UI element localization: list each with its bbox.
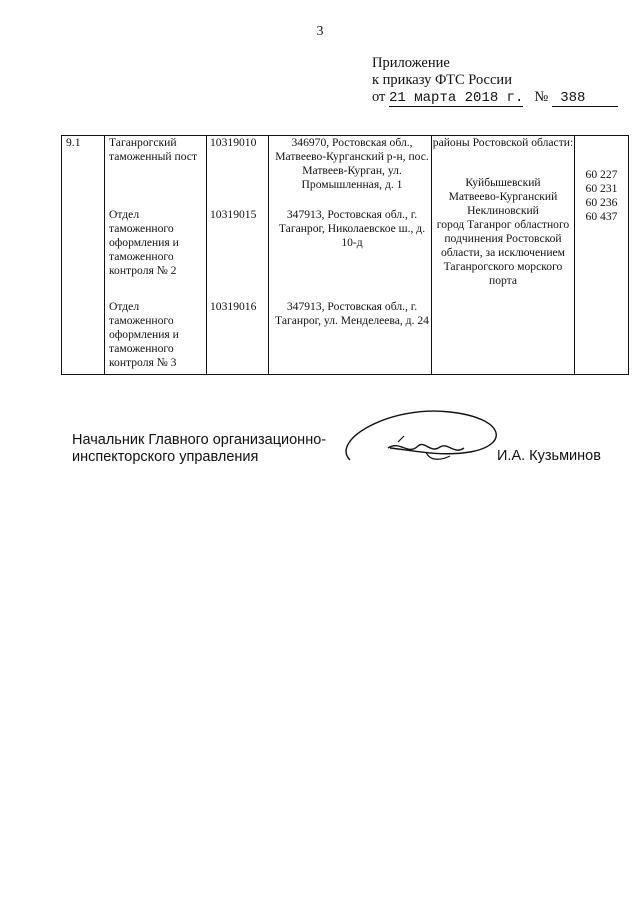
signatory-title-line: Начальник Главного организационно- xyxy=(72,432,327,448)
appendix-header xyxy=(372,55,618,107)
number-prefix: № xyxy=(534,89,549,105)
area-item: Куйбышевский xyxy=(465,176,541,189)
signatory-title-line: инспекторского управления xyxy=(72,449,259,465)
table-row xyxy=(62,136,629,375)
order-date: 21 марта 2018 г. xyxy=(389,90,524,106)
zip-cell xyxy=(575,136,629,375)
area-item: Матвеево-Курганский xyxy=(448,190,558,203)
unit-address-cell xyxy=(269,136,432,375)
unit-address: 347913, Ростовская обл., г. Таганрог, Николаевское ш., д. 10-д xyxy=(278,208,426,249)
appendix-title: Приложение xyxy=(372,55,450,71)
unit-code-cell xyxy=(207,136,269,375)
signatory-name: И.А. Кузьминов xyxy=(497,448,601,464)
area-heading: районы Ростовской области: xyxy=(432,136,574,149)
unit-name: Таганрогский таможенный пост xyxy=(109,136,198,163)
unit-code: 10319015 xyxy=(210,208,257,221)
row-number-cell xyxy=(62,136,105,375)
unit-name: Отдел таможенного оформления и таможенного контроля № 3 xyxy=(109,300,179,369)
handwritten-signature xyxy=(330,400,520,480)
order-date-number xyxy=(372,89,618,107)
signatory-title xyxy=(72,432,326,466)
unit-address: 346970, Ростовская обл., Матвеево-Курганский р-н, пос. Матвеев-Курган, ул. Промышленная, д. 1 xyxy=(275,136,429,191)
row-number: 9.1 xyxy=(66,136,81,149)
zip-code: 60 236 xyxy=(585,196,618,209)
unit-name: Отдел таможенного оформления и таможенного контроля № 2 xyxy=(109,208,179,277)
area-cell xyxy=(432,136,575,375)
area-item: Неклиновский xyxy=(467,204,539,217)
zip-code: 60 227 xyxy=(585,168,618,181)
order-reference: к приказу ФТС России xyxy=(372,72,512,88)
order-number: 388 xyxy=(552,91,618,107)
unit-code: 10319010 xyxy=(210,136,257,149)
date-prefix: от xyxy=(372,89,386,105)
unit-address: 347913, Ростовская обл., г. Таганрог, ул. Менделеева, д. 24 xyxy=(275,300,429,327)
unit-code: 10319016 xyxy=(210,300,257,313)
zip-code: 60 437 xyxy=(585,210,618,223)
area-extra: город Таганрог областного подчинения Ростовской области, за исключением Таганрогского морского порта xyxy=(436,218,570,287)
page-number: 3 xyxy=(316,24,324,39)
zip-code: 60 231 xyxy=(585,182,618,195)
customs-table xyxy=(61,135,629,375)
unit-name-cell xyxy=(105,136,207,375)
